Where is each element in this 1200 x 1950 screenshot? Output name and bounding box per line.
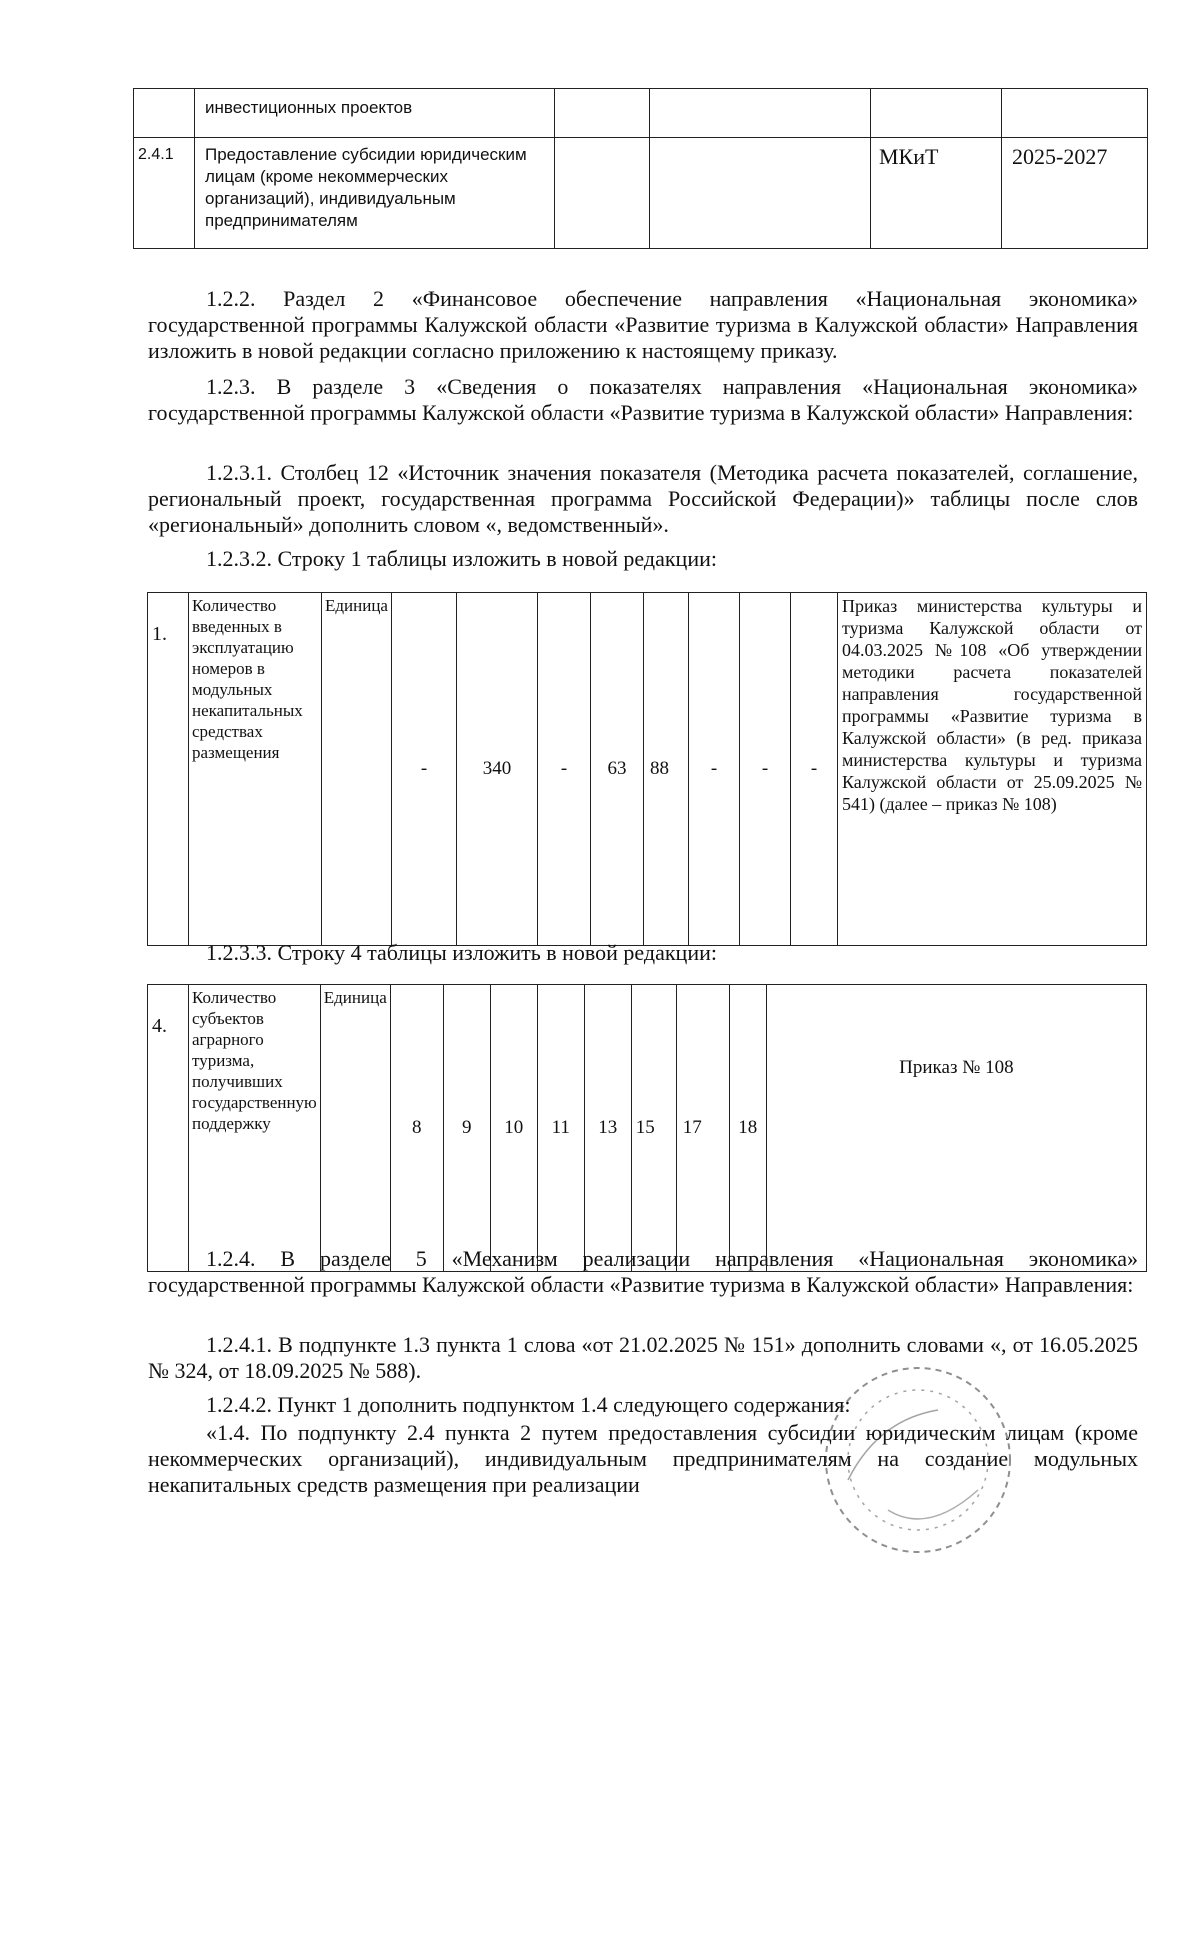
source-cell: Приказ № 108 bbox=[766, 985, 1146, 1272]
paragraph-1-2-3: 1.2.3. В разделе 3 «Сведения о показателях направления «Национальная экономика» государственной программы Калужской области «Развитие туризма в Калужской области» Направления: bbox=[148, 374, 1138, 425]
value-cell: - bbox=[391, 593, 456, 946]
value-cell: 18 bbox=[729, 985, 766, 1272]
paragraph-1-2-4: 1.2.4. В разделе 5 «Механизм реализации направления «Национальная экономика» государственной программы Калужской области «Развитие туризма в Калужской области» Направления: bbox=[148, 1246, 1138, 1297]
value-cell: 88 bbox=[643, 593, 688, 946]
empty-cell bbox=[650, 89, 871, 138]
row-number bbox=[134, 89, 195, 138]
row-number: 1. bbox=[148, 593, 189, 946]
value-cell: 8 bbox=[390, 985, 443, 1272]
source-cell: Приказ министерства культуры и туризма Калужской области от 04.03.2025 №108 «Об утверждении методики расчета показателей направления государственной программы «Развитие туризма в Калужской области» (в ред. приказа министерства культуры и туризма Калужской области от 25.09.2025 № 541) (далее – приказ № 108) bbox=[837, 593, 1146, 946]
value-cell: 340 bbox=[456, 593, 537, 946]
table-row bbox=[148, 593, 1147, 946]
executor-cell bbox=[871, 89, 1002, 138]
top-measures-table bbox=[133, 88, 1148, 249]
value-cell: 9 bbox=[443, 985, 490, 1272]
unit-cell: Единица bbox=[320, 985, 390, 1272]
table-row bbox=[134, 138, 1148, 249]
paragraph-1-2-4-2: 1.2.4.2. Пункт 1 дополнить подпунктом 1.4 следующего содержания: bbox=[206, 1392, 851, 1417]
paragraph-1-2-3-2: 1.2.3.2. Строку 1 таблицы изложить в новой редакции: bbox=[206, 546, 717, 571]
empty-cell bbox=[650, 138, 871, 249]
table-row bbox=[148, 985, 1147, 1272]
paragraph-1-2-3-1: 1.2.3.1. Столбец 12 «Источник значения показателя (Методика расчета показателей, соглашение, региональный проект, государственная программа Российской Федерации)» таблицы после слов «региональный» дополнить словом «, ведомственный». bbox=[148, 460, 1138, 537]
years-cell: 2025-2027 bbox=[1002, 138, 1148, 249]
row-number: 4. bbox=[148, 985, 189, 1272]
indicator-name: Количество субъектов аграрного туризма, получивших государственную поддержку bbox=[189, 985, 321, 1272]
unit-cell: Единица bbox=[322, 593, 392, 946]
executor-cell: МКиТ bbox=[871, 138, 1002, 249]
indicator-row-4-table bbox=[147, 984, 1147, 1272]
row-number: 2.4.1 bbox=[134, 138, 195, 249]
empty-cell bbox=[555, 138, 650, 249]
official-seal-stamp bbox=[818, 1360, 1018, 1560]
value-cell: - bbox=[537, 593, 590, 946]
measure-description: инвестиционных проектов bbox=[195, 89, 555, 138]
paragraph-1-4: «1.4. По подпункту 2.4 пункта 2 путем предоставления субсидии юридическим лицам (кроме некоммерческих организаций), индивидуальным предпринимателям на создание модульных некапитальных средств размещения при реализации bbox=[148, 1420, 1138, 1497]
value-cell: - bbox=[790, 593, 837, 946]
value-cell: 10 bbox=[490, 985, 537, 1272]
paragraph-1-2-4-1: 1.2.4.1. В подпункте 1.3 пункта 1 слова «от 21.02.2025 № 151» дополнить словами «, от 16.05.2025 № 324, от 18.09.2025 № 588). bbox=[148, 1332, 1138, 1383]
value-cell: - bbox=[688, 593, 739, 946]
value-cell: - bbox=[739, 593, 790, 946]
indicator-row-1-table bbox=[147, 592, 1147, 946]
value-cell: 17 bbox=[676, 985, 729, 1272]
measure-description: Предоставление субсидии юридическим лицам (кроме некоммерческих организаций), индивидуальным предпринимателям bbox=[195, 138, 555, 249]
years-cell bbox=[1002, 89, 1148, 138]
paragraph-1-2-3-3: 1.2.3.3. Строку 4 таблицы изложить в новой редакции: bbox=[206, 940, 717, 965]
paragraph-1-2-2: 1.2.2. Раздел 2 «Финансовое обеспечение направления «Национальная экономика» государственной программы Калужской области «Развитие туризма в Калужской области» Направления изложить в новой редакции согласно приложению к настоящему приказу. bbox=[148, 286, 1138, 363]
value-cell: 13 bbox=[584, 985, 631, 1272]
table-row bbox=[134, 89, 1148, 138]
value-cell: 63 bbox=[590, 593, 643, 946]
empty-cell bbox=[555, 89, 650, 138]
value-cell: 11 bbox=[537, 985, 584, 1272]
value-cell: 15 bbox=[631, 985, 676, 1272]
indicator-name: Количество введенных в эксплуатацию номеров в модульных некапитальных средствах размещения bbox=[189, 593, 322, 946]
